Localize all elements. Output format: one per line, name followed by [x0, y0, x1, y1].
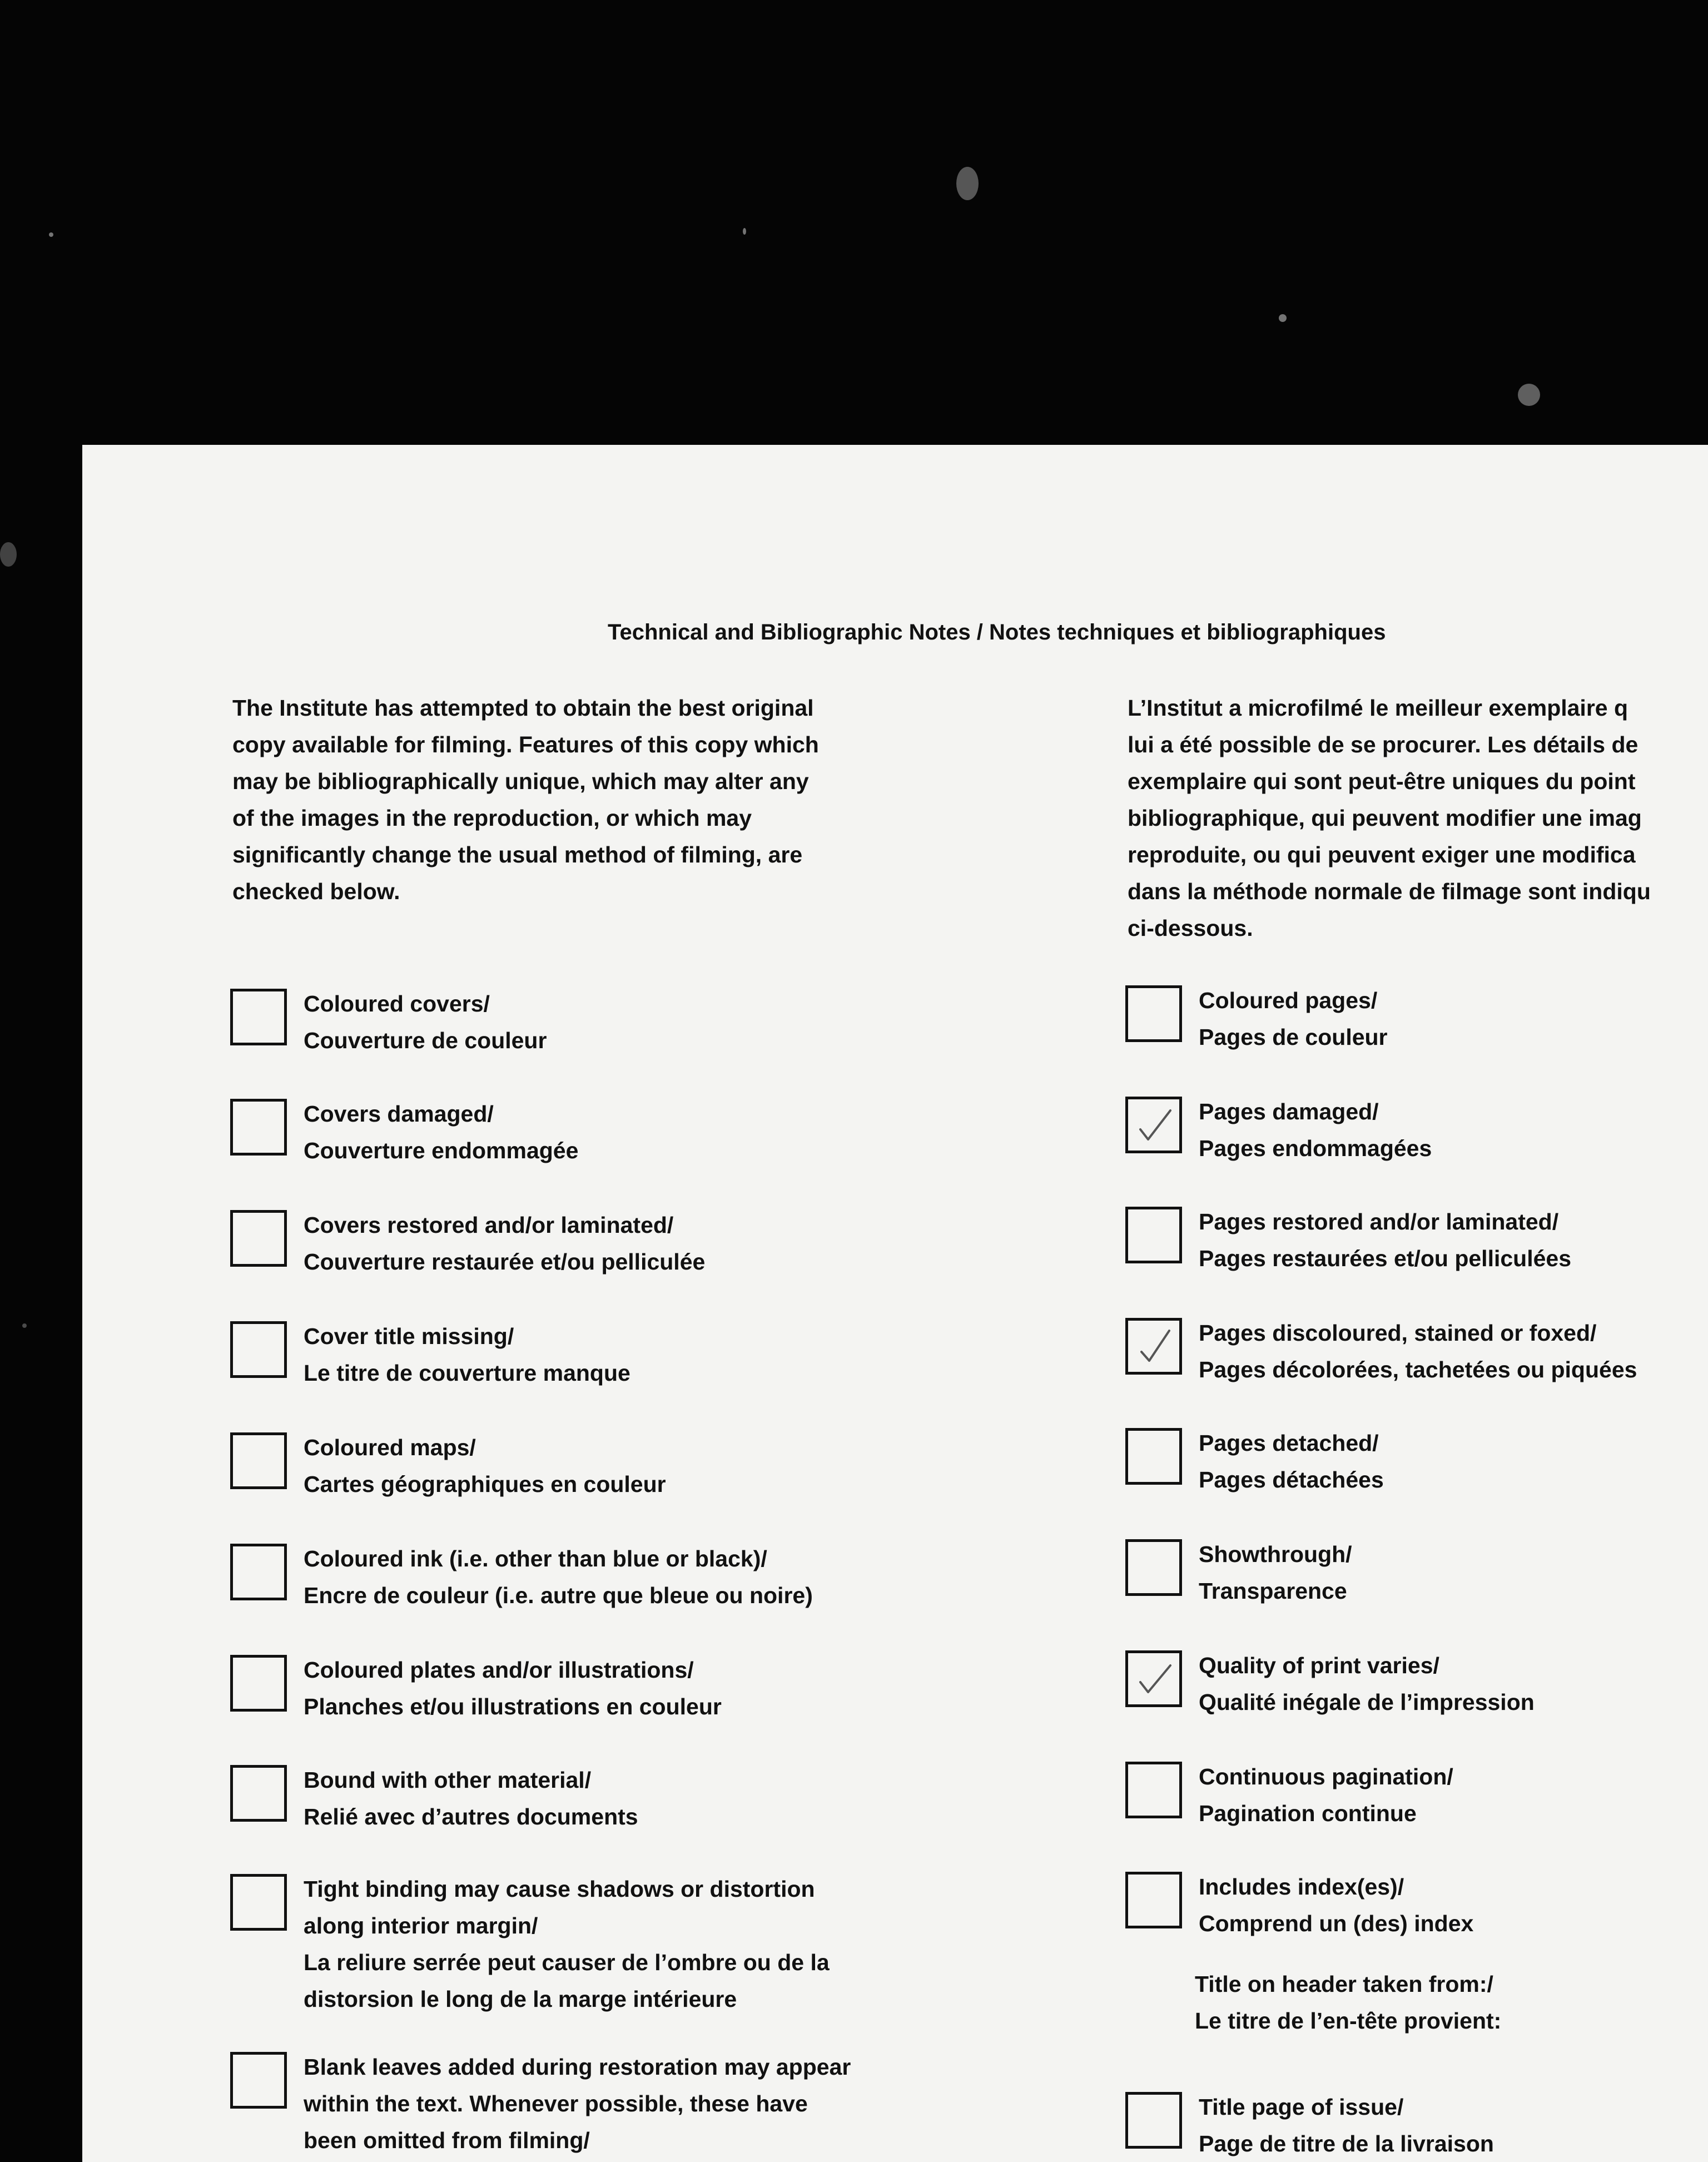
item-label-en: Tight binding may cause shadows or distortion [304, 1876, 815, 1902]
checkbox[interactable] [230, 989, 287, 1045]
header-note-fr: Le titre de l’en-tête provient: [1195, 2008, 1502, 2034]
item-label-en: Blank leaves added during restoration may appear [304, 2054, 851, 2080]
checkbox[interactable] [230, 1874, 287, 1931]
item-label-fr: distorsion le long de la marge intérieure [304, 1986, 737, 2012]
checkbox[interactable] [1125, 1318, 1182, 1375]
checkbox[interactable] [1125, 2092, 1182, 2149]
film-speck [0, 542, 17, 567]
checkbox[interactable] [230, 1655, 287, 1712]
intro-line: of the images in the reproduction, or which may [232, 805, 752, 831]
item-label-en: Coloured ink (i.e. other than blue or black)/ [304, 1546, 767, 1571]
intro-line: The Institute has attempted to obtain the best original [232, 695, 814, 721]
intro-line: reproduite, ou qui peuvent exiger une modifica [1128, 842, 1636, 867]
item-label-fr: Le titre de couverture manque [304, 1360, 630, 1386]
document-page [82, 445, 1708, 2162]
intro-line: bibliographique, qui peuvent modifier une imag [1128, 805, 1642, 831]
header-note [1195, 1966, 1501, 2039]
header-note-en: Title on header taken from:/ [1195, 1971, 1493, 1997]
item-label-fr: Pages restaurées et/ou pelliculées [1199, 1246, 1571, 1271]
item-label-en: Showthrough/ [1199, 1541, 1352, 1567]
item-label-en: Cover title missing/ [304, 1323, 514, 1349]
item-label-fr: La reliure serrée peut causer de l’ombre ou de la [304, 1950, 830, 1975]
item-label-en: Pages damaged/ [1199, 1099, 1379, 1124]
checkmark-icon [1135, 1660, 1175, 1700]
item-label-en: Coloured covers/ [304, 991, 490, 1016]
film-speck [1279, 314, 1287, 322]
checkbox[interactable] [1125, 1539, 1182, 1596]
item-label-fr: Planches et/ou illustrations en couleur [304, 1694, 722, 1719]
item-label-en: Pages restored and/or laminated/ [1199, 1209, 1559, 1234]
item-label-en: Coloured pages/ [1199, 988, 1378, 1013]
checkbox[interactable] [1125, 985, 1182, 1042]
item-label-fr: Relié avec d’autres documents [304, 1804, 638, 1829]
item-label-en: along interior margin/ [304, 1913, 538, 1938]
item-label-en: been omitted from filming/ [304, 2128, 590, 2153]
checkbox[interactable] [1125, 1207, 1182, 1263]
intro-line: exemplaire qui sont peut-être uniques du point [1128, 768, 1636, 794]
checkmark-icon [1135, 1106, 1175, 1146]
checkbox[interactable] [230, 1321, 287, 1378]
film-speck [956, 167, 979, 200]
film-speck [22, 1323, 27, 1328]
item-label-en: Quality of print varies/ [1199, 1653, 1439, 1678]
checkbox[interactable] [230, 1544, 287, 1600]
item-label-fr: Pages décolorées, tachetées ou piquées [1199, 1357, 1637, 1382]
intro-french [1128, 690, 1651, 946]
item-label-fr: Couverture endommagée [304, 1138, 579, 1163]
item-label-en: Coloured plates and/or illustrations/ [304, 1657, 694, 1683]
checkbox[interactable] [230, 1765, 287, 1822]
item-label-en: Pages detached/ [1199, 1430, 1379, 1456]
document-title: Technical and Bibliographic Notes / Notes techniques et bibliographiques [608, 620, 1386, 644]
checkbox[interactable] [230, 2052, 287, 2109]
item-label-en: Title page of issue/ [1199, 2094, 1404, 2120]
intro-line: significantly change the usual method of filming, are [232, 842, 803, 867]
checkbox[interactable] [1125, 1428, 1182, 1485]
checkbox[interactable] [1125, 1097, 1182, 1153]
intro-line: lui a été possible de se procurer. Les détails de [1128, 732, 1639, 757]
item-label-fr: Pages de couleur [1199, 1024, 1388, 1050]
intro-line: dans la méthode normale de filmage sont indiqu [1128, 879, 1651, 904]
film-speck [49, 232, 53, 237]
checkbox[interactable] [1125, 1872, 1182, 1928]
intro-english [232, 690, 819, 910]
checkbox[interactable] [230, 1432, 287, 1489]
item-label-fr: Transparence [1199, 1578, 1347, 1604]
intro-line: L’Institut a microfilmé le meilleur exemplaire q [1128, 695, 1628, 721]
item-label-en: Continuous pagination/ [1199, 1764, 1453, 1789]
item-label-en: Includes index(es)/ [1199, 1874, 1404, 1900]
item-label-fr: Couverture de couleur [304, 1028, 547, 1053]
item-label-fr: Pages détachées [1199, 1467, 1384, 1492]
item-label-fr: Page de titre de la livraison [1199, 2131, 1494, 2156]
checkbox[interactable] [230, 1210, 287, 1267]
intro-line: ci-dessous. [1128, 915, 1253, 941]
item-label-fr: Pagination continue [1199, 1801, 1417, 1826]
item-label-fr: Cartes géographiques en couleur [304, 1471, 666, 1497]
item-label-en: Coloured maps/ [304, 1435, 476, 1460]
checkmark-icon [1135, 1327, 1175, 1367]
item-label-en: Bound with other material/ [304, 1767, 592, 1793]
intro-line: copy available for filming. Features of this copy which [232, 732, 819, 757]
item-label-en: within the text. Whenever possible, these have [304, 2091, 808, 2116]
checkbox[interactable] [1125, 1762, 1182, 1818]
intro-line: checked below. [232, 879, 400, 904]
item-label-en: Pages discoloured, stained or foxed/ [1199, 1320, 1597, 1346]
film-speck [743, 228, 746, 235]
item-label-fr: Comprend un (des) index [1199, 1911, 1474, 1936]
item-label-fr: Pages endommagées [1199, 1135, 1432, 1161]
intro-line: may be bibliographically unique, which may alter any [232, 768, 809, 794]
item-label-en: Covers damaged/ [304, 1101, 494, 1127]
item-label-en: Covers restored and/or laminated/ [304, 1212, 674, 1238]
item-label-fr: Qualité inégale de l’impression [1199, 1689, 1535, 1715]
checkbox[interactable] [1125, 1650, 1182, 1707]
item-label-fr: Couverture restaurée et/ou pelliculée [304, 1249, 706, 1275]
checkbox[interactable] [230, 1099, 287, 1156]
item-label-fr: Encre de couleur (i.e. autre que bleue ou noire) [304, 1583, 813, 1608]
film-speck [1518, 384, 1540, 406]
